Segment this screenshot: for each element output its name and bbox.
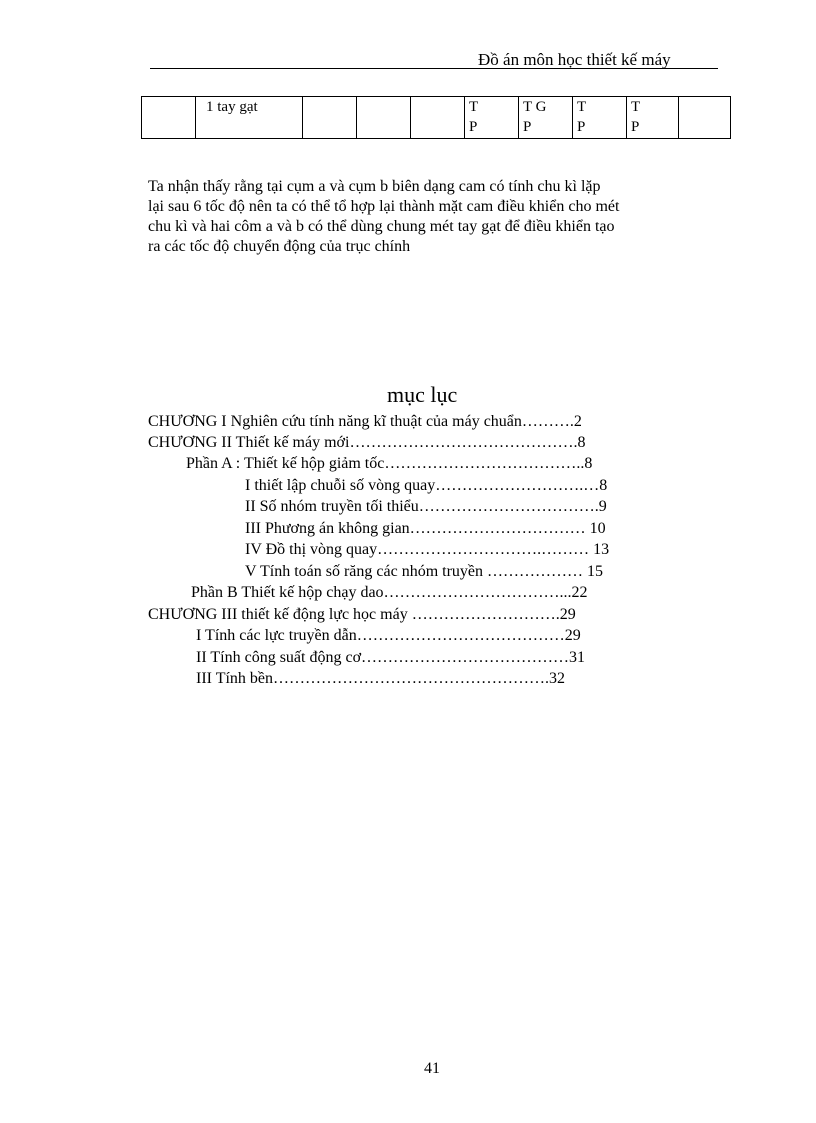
toc-entry: II Số nhóm truyền tối thiểu…………………………….9 bbox=[245, 498, 607, 515]
cell-line: 1 tay gạt bbox=[206, 99, 258, 115]
toc-entry: CHƯƠNG II Thiết kế máy mới…………………………………….8 bbox=[148, 434, 586, 451]
table-cell bbox=[411, 97, 465, 139]
table-row bbox=[142, 97, 731, 139]
toc-entry: Phần B Thiết kế hộp chạy dao……………………………...22 bbox=[191, 584, 588, 601]
toc-entry: V Tính toán số răng các nhóm truyền ……………… 15 bbox=[245, 563, 604, 580]
toc-entry: I thiết lập chuỗi số vòng quay……………………….…8 bbox=[245, 477, 608, 494]
page-number: 41 bbox=[424, 1060, 440, 1077]
paragraph-line: chu kì và hai côm a và b có thể dùng chung mét tay gạt để điều khiển tạo bbox=[148, 218, 615, 235]
table-cell bbox=[519, 97, 573, 139]
header-rule bbox=[150, 68, 718, 69]
table-cell bbox=[142, 97, 196, 139]
options-table bbox=[141, 96, 731, 139]
cell-line: P bbox=[577, 119, 586, 135]
header-title: Đồ án môn học thiết kế máy bbox=[478, 50, 671, 69]
body-paragraph bbox=[148, 177, 728, 257]
toc-entry: Phần A : Thiết kế hộp giảm tốc………………………………..8 bbox=[186, 455, 593, 472]
paragraph-line: ra các tốc độ chuyển động của trục chính bbox=[148, 238, 411, 255]
table-cell bbox=[627, 97, 679, 139]
toc-title: mục lục bbox=[387, 382, 458, 407]
toc-entry: III Phương án không gian…………………………… 10 bbox=[245, 520, 606, 537]
paragraph-line: lại sau 6 tốc độ nên ta có thể tổ hợp lại thành mặt cam điều khiển cho mét bbox=[148, 198, 620, 215]
cell-line: T bbox=[469, 99, 479, 115]
toc-entry: III Tính bền…………………………………………….32 bbox=[196, 670, 566, 687]
cell-line: P bbox=[631, 119, 640, 135]
table-cell bbox=[357, 97, 411, 139]
toc-entry: II Tính công suất động cơ…………………………………31 bbox=[196, 649, 586, 666]
table-cell bbox=[679, 97, 731, 139]
toc-entry: IV Đồ thị vòng quay………………………….……… 13 bbox=[245, 541, 610, 558]
toc-entry: CHƯƠNG I Nghiên cứu tính năng kĩ thuật của máy chuẩn……….2 bbox=[148, 413, 582, 430]
cell-line: P bbox=[469, 119, 478, 135]
cell-line: T bbox=[631, 99, 641, 115]
cell-line: T G bbox=[523, 99, 547, 115]
paragraph-line: Ta nhận thấy rằng tại cụm a và cụm b biên dạng cam có tính chu kì lặp bbox=[148, 178, 601, 195]
table-cell bbox=[303, 97, 357, 139]
cell-line: P bbox=[523, 119, 532, 135]
table-cell bbox=[573, 97, 627, 139]
table-cell bbox=[465, 97, 519, 139]
toc-entry: I Tính các lực truyền dẫn…………………………………29 bbox=[196, 627, 581, 644]
cell-line: T bbox=[577, 99, 587, 115]
toc-entry: CHƯƠNG III thiết kế động lực học máy ……………………….29 bbox=[148, 606, 576, 623]
table-cell bbox=[196, 97, 303, 139]
